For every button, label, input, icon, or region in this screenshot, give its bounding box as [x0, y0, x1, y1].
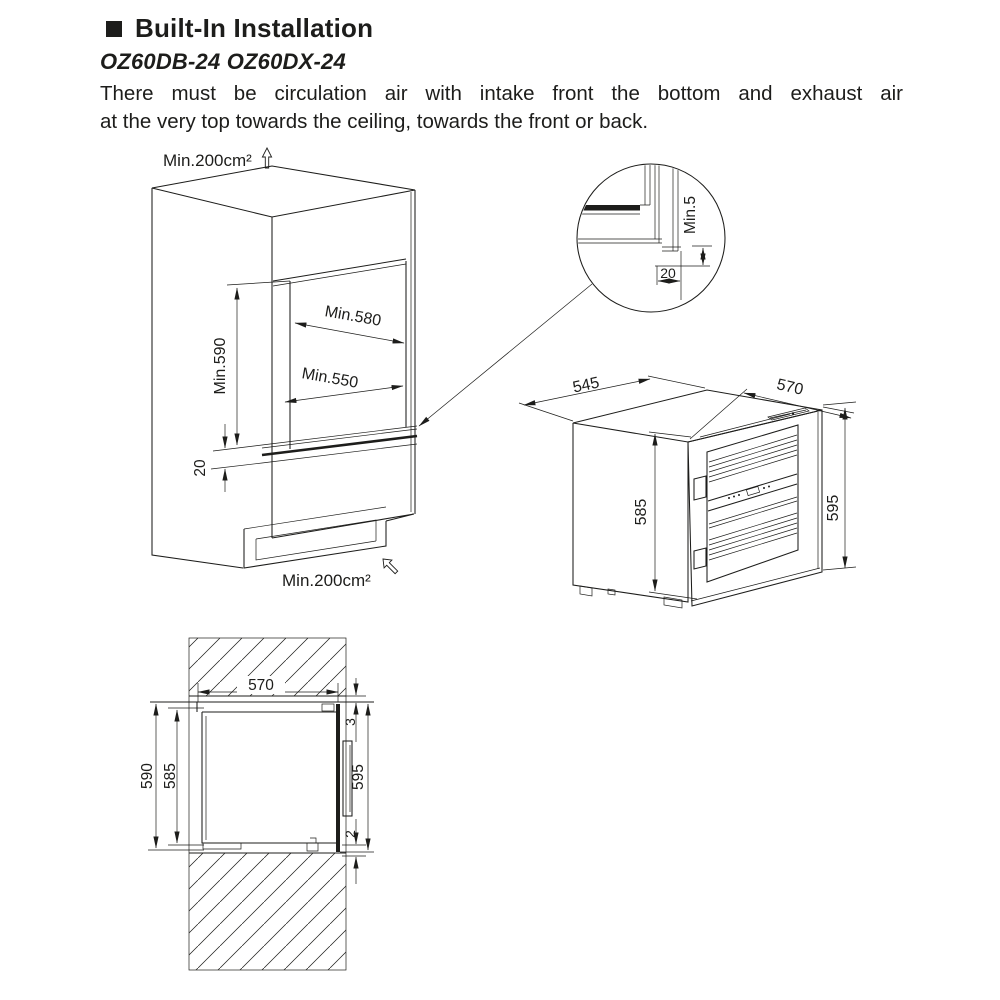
door-edge	[336, 704, 340, 852]
air-up-arrow-icon	[262, 148, 271, 168]
intro-line-1: There must be circulation air with intake front the bottom and exhaust air	[100, 82, 903, 105]
page-title: Built-In Installation	[135, 13, 374, 43]
fv-width-label: 570	[248, 677, 274, 694]
fv-body-height-label: 585	[162, 763, 179, 789]
door-hinge-upper	[694, 476, 706, 500]
model-numbers: OZ60DB-24 OZ60DX-24	[100, 49, 346, 74]
door-hinge-lower	[694, 548, 706, 569]
unit-body-height-label: 585	[633, 498, 650, 526]
niche-width-back-label: Min.580	[323, 303, 383, 330]
front-offset-label: 20	[660, 265, 676, 281]
control-panel	[728, 486, 770, 500]
cabinet-top-vent-label: Min.200cm²	[163, 151, 252, 170]
top-gap-label: Min.5	[682, 196, 699, 234]
intro-line-2: at the very top towards the ceiling, towards the front or back.	[100, 109, 649, 133]
air-up-left-arrow-icon	[383, 559, 398, 574]
base-thickness-label: 20	[192, 459, 209, 477]
appliance-3d-view	[519, 374, 856, 608]
unit-door-height-label: 595	[825, 494, 842, 522]
unit-depth-label: 545	[571, 374, 601, 397]
niche-width-front-label: Min.550	[300, 365, 360, 392]
niche-height-label: Min.590	[212, 337, 229, 395]
fv-door-height-label: 595	[350, 764, 367, 790]
front-view-diagram	[139, 638, 374, 970]
unit-width-label: 570	[774, 376, 805, 399]
cabinet-cutout-diagram	[152, 148, 592, 590]
top-gap-detail-circle	[570, 156, 725, 312]
fv-niche-height-label: 590	[139, 763, 156, 789]
fv-bottom-gap-label: 2	[342, 830, 358, 838]
fv-top-gap-label: 3	[342, 718, 358, 726]
cabinet-bottom-vent-label: Min.200cm²	[282, 571, 371, 590]
